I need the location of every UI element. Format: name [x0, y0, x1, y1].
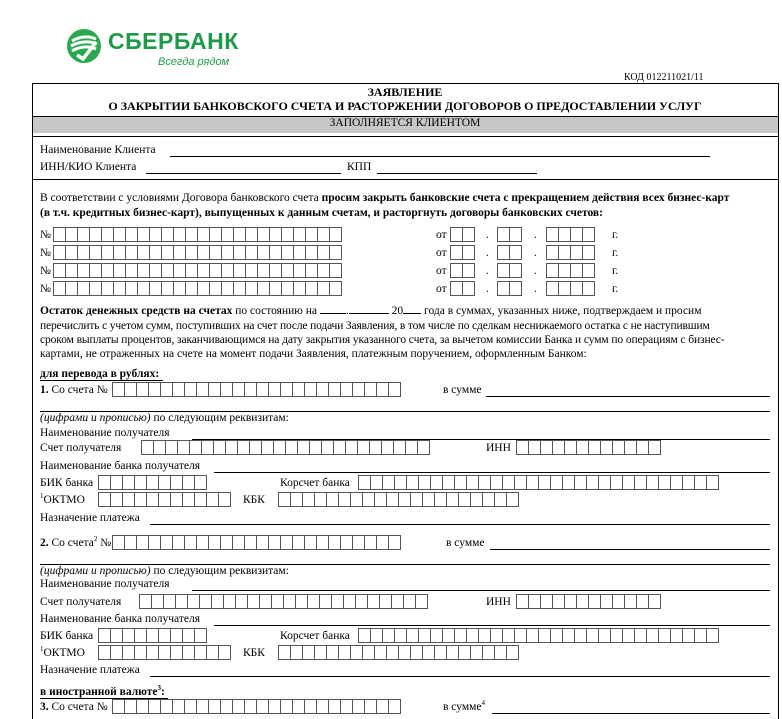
account-year-cells[interactable] — [546, 263, 595, 278]
account-month-cells[interactable] — [497, 227, 522, 242]
account-from-label: от — [436, 229, 447, 241]
details-intro — [40, 565, 289, 578]
kbk-label: КБК — [243, 494, 265, 506]
client-name-label: Наименование Клиента — [40, 144, 156, 156]
balance-line2: перечислить с учетом сумм, поступивших на счет после подачи Заявления, в том числе по сделкам неснижаемого остатка с не наступившим — [40, 320, 710, 332]
account-number-cells[interactable] — [53, 263, 342, 278]
bik-label: БИК банка — [40, 477, 94, 489]
bik-cells[interactable] — [98, 628, 207, 643]
balance-line4: картами, не отраженных на счете на момент подачи Заявления, платежным поручением, оформленным Банком: — [40, 348, 587, 360]
inn-cells[interactable] — [516, 440, 661, 455]
balance-line1: Остаток денежных средств на счетах по состоянию на . 20 года в суммах, указанных ниже, подтверждаем и просим — [40, 305, 702, 317]
bank-name-field[interactable] — [214, 472, 770, 473]
kbk-cells[interactable] — [278, 492, 519, 507]
oktmo-label — [40, 494, 85, 507]
client-inn-field[interactable] — [146, 173, 341, 174]
details-intro-rest: по следующим реквизитам: — [150, 565, 289, 577]
logo-slogan: Всегда рядом — [158, 56, 230, 68]
fx-from-label: 3. Со счета № — [40, 701, 108, 713]
oktmo-footnote: 1 — [40, 645, 44, 654]
request-prefix: В соответствии с условиями Договора банковского счета — [40, 192, 319, 204]
balance-line1-rest: года в суммах, указанных ниже, подтверждаем и просим — [424, 305, 702, 317]
rub-heading-underline — [40, 380, 163, 381]
date-dot: . — [486, 265, 489, 277]
details-intro-italic: (цифрами и прописью) — [40, 412, 151, 424]
bik-label: БИК банка — [40, 630, 94, 642]
purpose-label: Назначение платежа — [40, 664, 140, 676]
balance-year-prefix: 20 — [391, 305, 404, 317]
details-intro — [40, 412, 289, 425]
date-dot: . — [486, 247, 489, 259]
recipient-name-label: Наименование получателя — [40, 578, 170, 590]
account-number-cells[interactable] — [53, 245, 342, 260]
logo-brand: СБЕРБАНК — [108, 28, 239, 54]
account-month-cells[interactable] — [497, 281, 522, 296]
bank-name-field[interactable] — [214, 625, 770, 626]
account-year-cells[interactable] — [546, 227, 595, 242]
recipient-name-field[interactable] — [192, 590, 770, 591]
balance-bold: Остаток денежных средств на счетах — [40, 305, 233, 317]
year-label: г. — [612, 247, 619, 259]
transfer-sum-field[interactable] — [490, 549, 770, 550]
account-no-label: № — [40, 247, 51, 259]
account-no-label: № — [40, 283, 51, 295]
account-year-cells[interactable] — [546, 245, 595, 260]
recipient-account-cells[interactable] — [139, 594, 428, 609]
oktmo-text: ОКТМО — [43, 494, 85, 506]
account-day-cells[interactable] — [450, 281, 475, 296]
section-bar-label: ЗАПОЛНЯЕТСЯ КЛИЕНТОМ — [329, 117, 481, 129]
bank-name-label: Наименование банка получателя — [40, 460, 201, 472]
request-line1 — [40, 192, 729, 205]
corr-label: Корсчет банка — [280, 477, 350, 489]
details-intro-rest: по следующим реквизитам: — [150, 412, 289, 424]
date-dot: . — [534, 283, 537, 295]
date-dot: . — [534, 265, 537, 277]
fx-account-cells[interactable] — [112, 699, 401, 714]
account-number-cells[interactable] — [53, 281, 342, 296]
oktmo-footnote: 1 — [40, 492, 44, 501]
inn-label: ИНН — [486, 442, 511, 454]
account-number-cells[interactable] — [53, 227, 342, 242]
year-label: г. — [612, 283, 619, 295]
date-dot: . — [486, 229, 489, 241]
request-bold1: просим закрыть банковские счета с прекращением действия всех бизнес-карт — [321, 192, 730, 204]
sberbank-logo — [66, 26, 246, 72]
account-day-cells[interactable] — [450, 263, 475, 278]
transfer-sum-field[interactable] — [486, 396, 770, 397]
oktmo-text: ОКТМО — [43, 647, 85, 659]
transfer-2-no: № — [100, 537, 112, 549]
fx-sum-footnote: 4 — [481, 699, 486, 708]
title-line1: ЗАЯВЛЕНИЕ — [367, 85, 443, 99]
account-year-cells[interactable] — [546, 281, 595, 296]
account-from-label: от — [436, 247, 447, 259]
client-name-field[interactable] — [170, 156, 710, 157]
date-dot: . — [534, 247, 537, 259]
corr-label: Корсчет банка — [280, 630, 350, 642]
purpose-field[interactable] — [150, 676, 770, 677]
corr-cells[interactable] — [358, 475, 719, 490]
bank-name-label: Наименование банка получателя — [40, 613, 201, 625]
account-day-cells[interactable] — [450, 227, 475, 242]
title-line2: О ЗАКРЫТИИ БАНКОВСКОГО СЧЕТА И РАСТОРЖЕНИИ ДОГОВОРОВ О ПРЕДОСТАВЛЕНИИ УСЛУГ — [108, 99, 702, 113]
transfer-sum-label: в сумме — [443, 384, 482, 396]
fx-sum-text: в сумме — [443, 701, 482, 713]
client-inn-label: ИНН/КИО Клиента — [40, 161, 137, 173]
transfer-2-footnote: 2 — [93, 535, 98, 544]
purpose-field[interactable] — [150, 524, 770, 525]
account-month-cells[interactable] — [497, 245, 522, 260]
transfer-sum-label: в сумме — [446, 537, 485, 549]
year-label: г. — [612, 229, 619, 241]
balance-line3: сроком выплаты процентов, заканчивающимся на дату закрытия указанного счета, за вычетом комиссии Банка и сумм по операциям с бизнес- — [40, 334, 725, 346]
fx-heading-text: в иностранной валюте — [40, 686, 158, 698]
purpose-label: Назначение платежа — [40, 512, 140, 524]
corr-cells[interactable] — [358, 628, 719, 643]
client-kpp-label: КПП — [347, 161, 372, 173]
recipient-account-label: Счет получателя — [40, 442, 122, 454]
fx-heading: в иностранной валюте$^3$: — [40, 684, 165, 698]
recipient-account-cells[interactable] — [141, 440, 430, 455]
rub-heading: для перевода в рублях: — [40, 368, 160, 380]
date-dot: . — [534, 229, 537, 241]
kbk-cells[interactable] — [278, 645, 519, 660]
account-from-label: от — [436, 265, 447, 277]
transfer-from-label: 2. Со счета$^2$ № — [40, 535, 112, 549]
oktmo-cells[interactable] — [98, 492, 231, 507]
oktmo-cells[interactable] — [98, 645, 231, 660]
date-dot: . — [486, 283, 489, 295]
transfer-from-label: 1. Со счета № — [40, 384, 108, 396]
fx-sum-label — [443, 701, 485, 714]
account-month-cells[interactable] — [497, 263, 522, 278]
account-day-cells[interactable] — [450, 245, 475, 260]
client-kpp-field[interactable] — [377, 173, 537, 174]
request-bold2: (в т.ч. кредитных бизнес-карт), выпущенных к данным счетам, и расторгнуть договоры банковских счетов: — [40, 207, 603, 219]
recipient-account-label: Счет получателя — [40, 596, 122, 608]
transfer-account-cells[interactable] — [112, 382, 401, 397]
oktmo-label — [40, 647, 85, 660]
balance-date-prefix: по состоянию на — [235, 305, 318, 317]
kbk-label: КБК — [243, 647, 265, 659]
sberbank-logo-icon — [66, 28, 102, 64]
bik-cells[interactable] — [98, 475, 207, 490]
fx-heading-footnote: 3 — [157, 684, 162, 693]
year-label: г. — [612, 265, 619, 277]
transfer-account-cells[interactable] — [112, 535, 401, 550]
details-intro-italic: (цифрами и прописью) — [40, 565, 151, 577]
inn-label: ИНН — [486, 596, 511, 608]
form-code: КОД 012211021/11 — [624, 72, 704, 83]
account-no-label: № — [40, 229, 51, 241]
account-no-label: № — [40, 265, 51, 277]
inn-cells[interactable] — [516, 594, 661, 609]
fx-sum-field[interactable] — [492, 713, 770, 714]
account-from-label: от — [436, 283, 447, 295]
recipient-name-label: Наименование получателя — [40, 427, 170, 439]
